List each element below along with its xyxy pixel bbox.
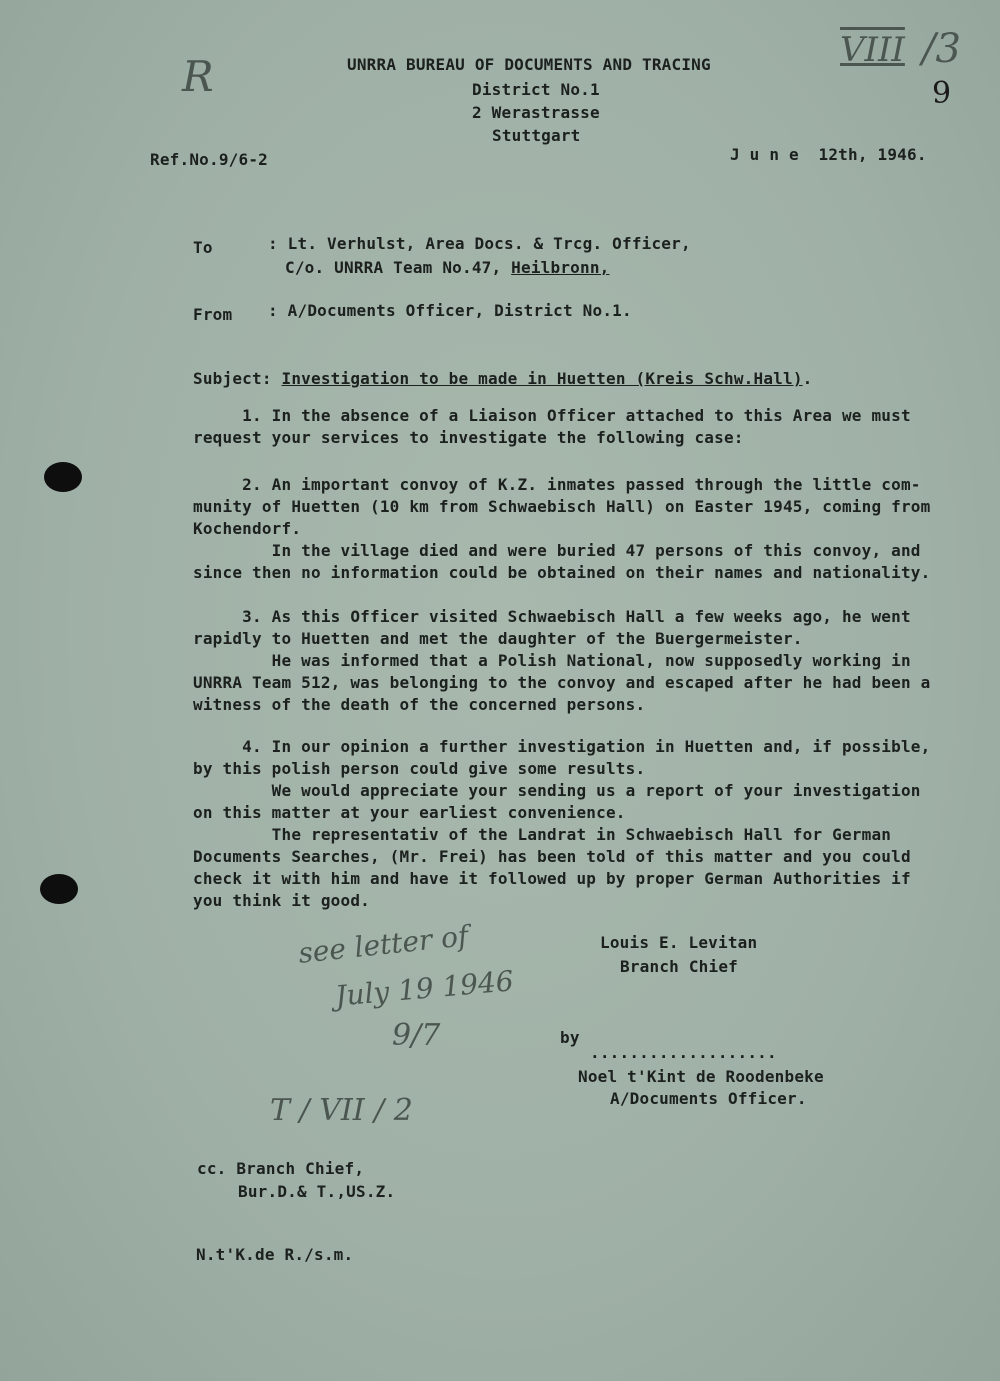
- paragraph-line: UNRRA Team 512, was belonging to the convoy and escaped after he had been a: [193, 673, 931, 692]
- paragraph-1: [193, 405, 983, 449]
- header-city: Stuttgart: [492, 126, 581, 145]
- from-label: From: [193, 305, 233, 324]
- to-line-2: [285, 258, 609, 277]
- paragraph-line: 1. In the absence of a Liaison Officer attached to this Area we must: [193, 406, 911, 425]
- paragraph-line: check it with him and have it followed up by proper German Authorities if: [193, 869, 911, 888]
- signer-name: Noel t'Kint de Roodenbeke: [578, 1067, 824, 1086]
- signatory-name: Louis E. Levitan: [600, 933, 758, 952]
- paragraph-line: munity of Huetten (10 km from Schwaebisch Hall) on Easter 1945, coming from: [193, 497, 931, 516]
- signatory-title: Branch Chief: [620, 957, 738, 976]
- punch-hole-bottom: [40, 874, 78, 904]
- letter-date: J u n e 12th, 1946.: [730, 145, 927, 164]
- paragraph-line: The representativ of the Landrat in Schwaebisch Hall for German: [193, 825, 892, 844]
- paragraph-line: you think it good.: [193, 891, 370, 910]
- paragraph-line: witness of the death of the concerned persons.: [193, 695, 646, 714]
- subject-end: .: [802, 369, 813, 388]
- to-label: To: [193, 238, 213, 257]
- paragraph-line: by this polish person could give some results.: [193, 759, 646, 778]
- paragraph-2: [193, 474, 983, 584]
- typist-initials: N.t'K.de R./s.m.: [196, 1245, 354, 1264]
- paragraph-line: 4. In our opinion a further investigation in Huetten and, if possible,: [193, 737, 931, 756]
- handwritten-file-reference: T / VII / 2: [270, 1093, 413, 1128]
- cc-line-1: cc. Branch Chief,: [197, 1159, 365, 1178]
- paragraph-line: request your services to investigate the following case:: [193, 428, 744, 447]
- page-number: 9: [932, 76, 952, 111]
- paragraph-line: 3. As this Officer visited Schwaebisch Hall a few weeks ago, he went: [193, 607, 911, 626]
- signer-title: A/Documents Officer.: [610, 1089, 807, 1108]
- paragraph-line: Kochendorf.: [193, 519, 302, 538]
- paragraph-line: He was informed that a Polish National, now supposedly working in: [193, 651, 911, 670]
- handwritten-archive-mark-2: /3: [922, 26, 961, 72]
- handwritten-mark-top-left: R: [182, 52, 214, 101]
- punch-hole-top: [44, 462, 82, 492]
- paragraph-4: [193, 736, 983, 912]
- to-line-2-prefix: C/o. UNRRA Team No.47,: [285, 258, 512, 277]
- paragraph-line: rapidly to Huetten and met the daughter of the Buergermeister.: [193, 629, 803, 648]
- handwritten-note-line-2: July 19 1946: [333, 964, 515, 1013]
- subject-text: Investigation to be made in Huetten (Kreis Schw.Hall): [281, 369, 803, 388]
- to-line-1: : Lt. Verhulst, Area Docs. & Trcg. Officer,: [268, 234, 691, 253]
- handwritten-archive-mark: VIII: [840, 30, 905, 70]
- reference-number: Ref.No.9/6-2: [150, 150, 268, 169]
- paragraph-line: 2. An important convoy of K.Z. inmates passed through the little com-: [193, 475, 921, 494]
- subject-label: Subject:: [193, 369, 272, 388]
- header-street: 2 Werastrasse: [472, 103, 600, 122]
- paragraph-line: In the village died and were buried 47 persons of this convoy, and: [193, 541, 921, 560]
- handwritten-note-line-1: see letter of: [296, 919, 470, 970]
- paragraph-3: [193, 606, 983, 716]
- subject-line: [193, 369, 813, 388]
- by-label: by: [560, 1028, 580, 1047]
- from-text: : A/Documents Officer, District No.1.: [268, 301, 632, 320]
- signature-dots: ...................: [590, 1043, 777, 1062]
- handwritten-note-line-3: 9/7: [392, 1018, 441, 1053]
- paragraph-line: since then no information could be obtained on their names and nationality.: [193, 563, 931, 582]
- paragraph-line: on this matter at your earliest convenience.: [193, 803, 626, 822]
- paragraph-line: Documents Searches, (Mr. Frei) has been told of this matter and you could: [193, 847, 911, 866]
- cc-line-2: Bur.D.& T.,US.Z.: [238, 1182, 396, 1201]
- header-district: District No.1: [472, 80, 600, 99]
- to-line-2-place: Heilbronn,: [511, 258, 610, 277]
- paragraph-line: We would appreciate your sending us a report of your investigation: [193, 781, 921, 800]
- header-organization: UNRRA BUREAU OF DOCUMENTS AND TRACING: [347, 55, 711, 74]
